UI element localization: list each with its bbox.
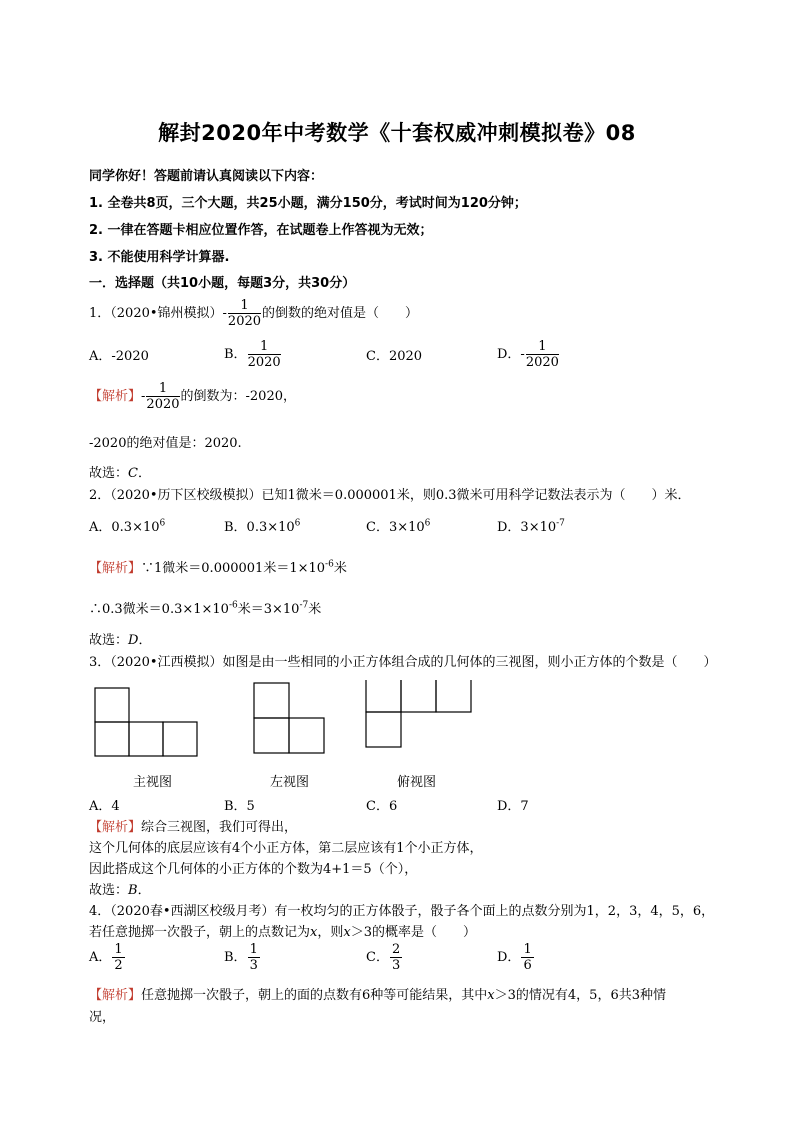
intro-rule-2: 2. 一律在答题卡相应位置作答，在试题卷上作答视为无效； bbox=[89, 223, 433, 238]
q2-option-a bbox=[89, 516, 165, 535]
q4-option-c-den: 3 bbox=[391, 958, 401, 973]
q2-solution-line-1-b: 米 bbox=[333, 561, 347, 576]
q4-solution-line-1-x: x bbox=[487, 988, 495, 1003]
q2-answer-letter: D bbox=[128, 633, 139, 648]
top-view-square bbox=[436, 680, 471, 712]
q1-prefix: 1．（2020•锦州模拟）- bbox=[89, 306, 227, 321]
q4-option-a-den: 2 bbox=[114, 958, 123, 973]
q2-solution-line-2-exp-1: -6 bbox=[228, 600, 238, 611]
q4-solution-line-1 bbox=[89, 984, 666, 1003]
q4-stem-2-a: 若任意抛掷一次骰子，朝上的点数记为 bbox=[89, 925, 311, 940]
question-4-stem-1: 4．（2020春•西湖区校级月考）有一枚均匀的正方体骰子，骰子各个面上的点数分别为1，2，3，4，5，6， bbox=[89, 904, 715, 919]
q2-answer-suffix: ． bbox=[138, 633, 152, 648]
q2-option-b bbox=[224, 516, 300, 535]
q4-stem-2-x: x bbox=[310, 925, 318, 940]
q1-option-b bbox=[224, 339, 282, 370]
q1-option-c: C．2020 bbox=[366, 349, 423, 364]
q4-option-a-num: 1 bbox=[114, 942, 123, 957]
q4-option-d-den: 6 bbox=[523, 958, 532, 973]
q4-option-b-den: 3 bbox=[249, 958, 258, 973]
q3-option-a: A．4 bbox=[89, 799, 120, 814]
q4-solution-tag: 【解析】 bbox=[89, 988, 142, 1003]
q4-option-c bbox=[366, 942, 403, 973]
q2-option-c-exp: 6 bbox=[424, 518, 431, 529]
q2-solution-line-1-a: ∵1微米＝0.000001米＝1×10 bbox=[141, 561, 326, 576]
q4-stem-2-c: ＞3的概率是（ ） bbox=[350, 925, 476, 940]
q1-answer bbox=[89, 462, 151, 481]
front-view-square bbox=[95, 688, 129, 722]
q2-solution-line-1-exp: -6 bbox=[325, 559, 334, 570]
q2-option-d-exp: -7 bbox=[556, 518, 565, 529]
q4-option-d bbox=[497, 942, 535, 973]
q1-solution-suffix: 的倒数为：-2020， bbox=[180, 389, 296, 404]
question-3-stem: 3．（2020•江西模拟）如图是由一些相同的小正方体组合成的几何体的三视图，则小正方体的个数是（ ） bbox=[89, 655, 717, 670]
q2-option-a-exp: 6 bbox=[159, 518, 166, 529]
q4-option-d-fraction bbox=[521, 942, 533, 973]
q1-solution-prefix: - bbox=[141, 389, 146, 404]
front-view-figure bbox=[95, 688, 197, 756]
q2-answer bbox=[89, 629, 151, 648]
q1-option-d-den: 2020 bbox=[525, 355, 559, 370]
q1-solution-num: 1 bbox=[146, 381, 179, 397]
left-view-square bbox=[254, 718, 289, 753]
q4-option-b-label: B． bbox=[224, 950, 247, 965]
q4-option-a bbox=[89, 942, 126, 973]
q4-option-d-label: D． bbox=[497, 950, 521, 965]
left-view-square bbox=[254, 683, 289, 718]
q1-frac-num: 1 bbox=[228, 298, 261, 314]
top-view-square bbox=[366, 680, 401, 712]
q2-solution-line-1 bbox=[89, 557, 347, 576]
q3-answer-prefix: 故选： bbox=[89, 883, 129, 898]
q2-option-a-text: A．0.3×10 bbox=[89, 520, 160, 535]
intro-greeting: 同学你好！答题前请认真阅读以下内容： bbox=[89, 169, 324, 184]
q1-option-d-num: 1 bbox=[526, 339, 559, 355]
q3-solution-line-3: 因此搭成这个几何体的小正方体的个数为4+1＝5（个）， bbox=[89, 862, 418, 877]
q2-solution-line-2 bbox=[89, 598, 321, 617]
front-view-label: 主视图 bbox=[133, 775, 173, 790]
q3-answer-letter: B bbox=[128, 883, 138, 898]
q2-option-c bbox=[366, 516, 430, 535]
q1-option-d bbox=[497, 339, 560, 370]
q4-solution-line-2: 况， bbox=[89, 1010, 116, 1025]
q3-solution-tag: 【解析】 bbox=[89, 820, 142, 835]
q4-stem-2-b: ，则 bbox=[317, 925, 344, 940]
left-view-square bbox=[289, 718, 324, 753]
q2-option-b-text: B．0.3×10 bbox=[224, 520, 295, 535]
q1-option-d-label: D．- bbox=[497, 347, 525, 362]
q3-answer bbox=[89, 879, 151, 898]
q2-option-d bbox=[497, 516, 565, 535]
q3-option-c: C．6 bbox=[366, 799, 398, 814]
q1-option-b-den: 2020 bbox=[247, 355, 281, 370]
question-4-stem-2 bbox=[89, 921, 476, 940]
q2-option-b-exp: 6 bbox=[294, 518, 301, 529]
q1-solution bbox=[89, 381, 296, 412]
q1-option-b-num: 1 bbox=[248, 339, 281, 355]
q4-option-c-num: 2 bbox=[391, 942, 401, 957]
top-view-figure bbox=[366, 680, 471, 747]
front-view-square bbox=[129, 722, 163, 756]
q1-answer-suffix: ． bbox=[137, 466, 151, 481]
q4-stem-2-x2: x bbox=[343, 925, 351, 940]
q2-answer-prefix: 故选： bbox=[89, 633, 129, 648]
q1-answer-prefix: 故选： bbox=[89, 466, 129, 481]
q4-option-b-num: 1 bbox=[249, 942, 258, 957]
q1-solution-den: 2020 bbox=[146, 397, 180, 412]
q2-solution-line-2-a: ∴0.3微米＝0.3×1×10 bbox=[89, 602, 229, 617]
q4-option-c-label: C． bbox=[366, 950, 389, 965]
question-1-stem bbox=[89, 298, 418, 329]
q4-option-a-label: A． bbox=[89, 950, 112, 965]
q4-option-b-fraction bbox=[248, 942, 260, 973]
q2-solution-line-2-b: 米＝3×10 bbox=[237, 602, 300, 617]
q4-option-b bbox=[224, 942, 261, 973]
q1-option-b-label: B． bbox=[224, 347, 247, 362]
q1-suffix: 的倒数的绝对值是（ ） bbox=[262, 306, 419, 321]
intro-rule-1: 1. 全卷共8页，三个大题，共25小题，满分150分，考试时间为120分钟； bbox=[89, 196, 527, 211]
left-view-label: 左视图 bbox=[270, 775, 310, 790]
q4-option-c-fraction bbox=[390, 942, 402, 973]
page-title: 解封2020年中考数学《十套权威冲刺模拟卷》08 bbox=[158, 121, 636, 145]
q1-frac-den: 2020 bbox=[227, 314, 262, 329]
question-2-stem: 2．（2020•历下区校级模拟）已知1微米＝0.000001米，则0.3微米可用科学记数法表示为（ ）米． bbox=[89, 488, 691, 503]
q2-option-c-text: C．3×10 bbox=[366, 520, 425, 535]
top-view-square bbox=[366, 712, 401, 747]
q3-option-d: D．7 bbox=[497, 799, 529, 814]
q2-solution-line-2-exp-2: -7 bbox=[299, 600, 309, 611]
q3-answer-suffix: ． bbox=[137, 883, 151, 898]
q4-solution-line-1-a: 任意抛掷一次骰子，朝上的面的点数有6种等可能结果，其中 bbox=[141, 988, 488, 1003]
left-view-figure bbox=[254, 683, 324, 753]
q1-solution-tag: 【解析】 bbox=[89, 389, 142, 404]
q1-option-b-fraction bbox=[248, 339, 281, 370]
q4-option-a-fraction bbox=[112, 942, 124, 973]
q2-option-d-text: D．3×10 bbox=[497, 520, 557, 535]
front-view-square bbox=[163, 722, 197, 756]
q1-option-a: A．-2020 bbox=[89, 349, 149, 364]
top-view-label: 俯视图 bbox=[397, 775, 437, 790]
q4-solution-line-1-b: ＞3的情况有4，5，6共3种情 bbox=[494, 988, 666, 1003]
intro-rule-3: 3. 不能使用科学计算器. bbox=[89, 250, 230, 265]
front-view-square bbox=[95, 722, 129, 756]
q4-option-d-num: 1 bbox=[523, 942, 532, 957]
three-view-figures bbox=[85, 680, 485, 765]
q3-option-b: B．5 bbox=[224, 799, 255, 814]
q1-answer-letter: C bbox=[128, 466, 138, 481]
q3-solution-line-1 bbox=[89, 816, 297, 835]
top-view-square bbox=[401, 680, 436, 712]
q1-solution-fraction bbox=[146, 381, 179, 412]
q3-solution-line-1-text: 综合三视图，我们可得出， bbox=[141, 820, 298, 835]
q1-fraction bbox=[228, 298, 261, 329]
q1-option-d-fraction bbox=[526, 339, 559, 370]
q2-solution-line-2-c: 米 bbox=[308, 602, 322, 617]
q1-solution-line-2: -2020的绝对值是：2020. bbox=[89, 436, 242, 451]
section-heading: 一．选择题（共10小题，每题3分，共30分） bbox=[89, 276, 356, 291]
q3-solution-line-2: 这个几何体的底层应该有4个小正方体，第二层应该有1个小正方体， bbox=[89, 841, 483, 856]
q2-solution-tag: 【解析】 bbox=[89, 561, 142, 576]
